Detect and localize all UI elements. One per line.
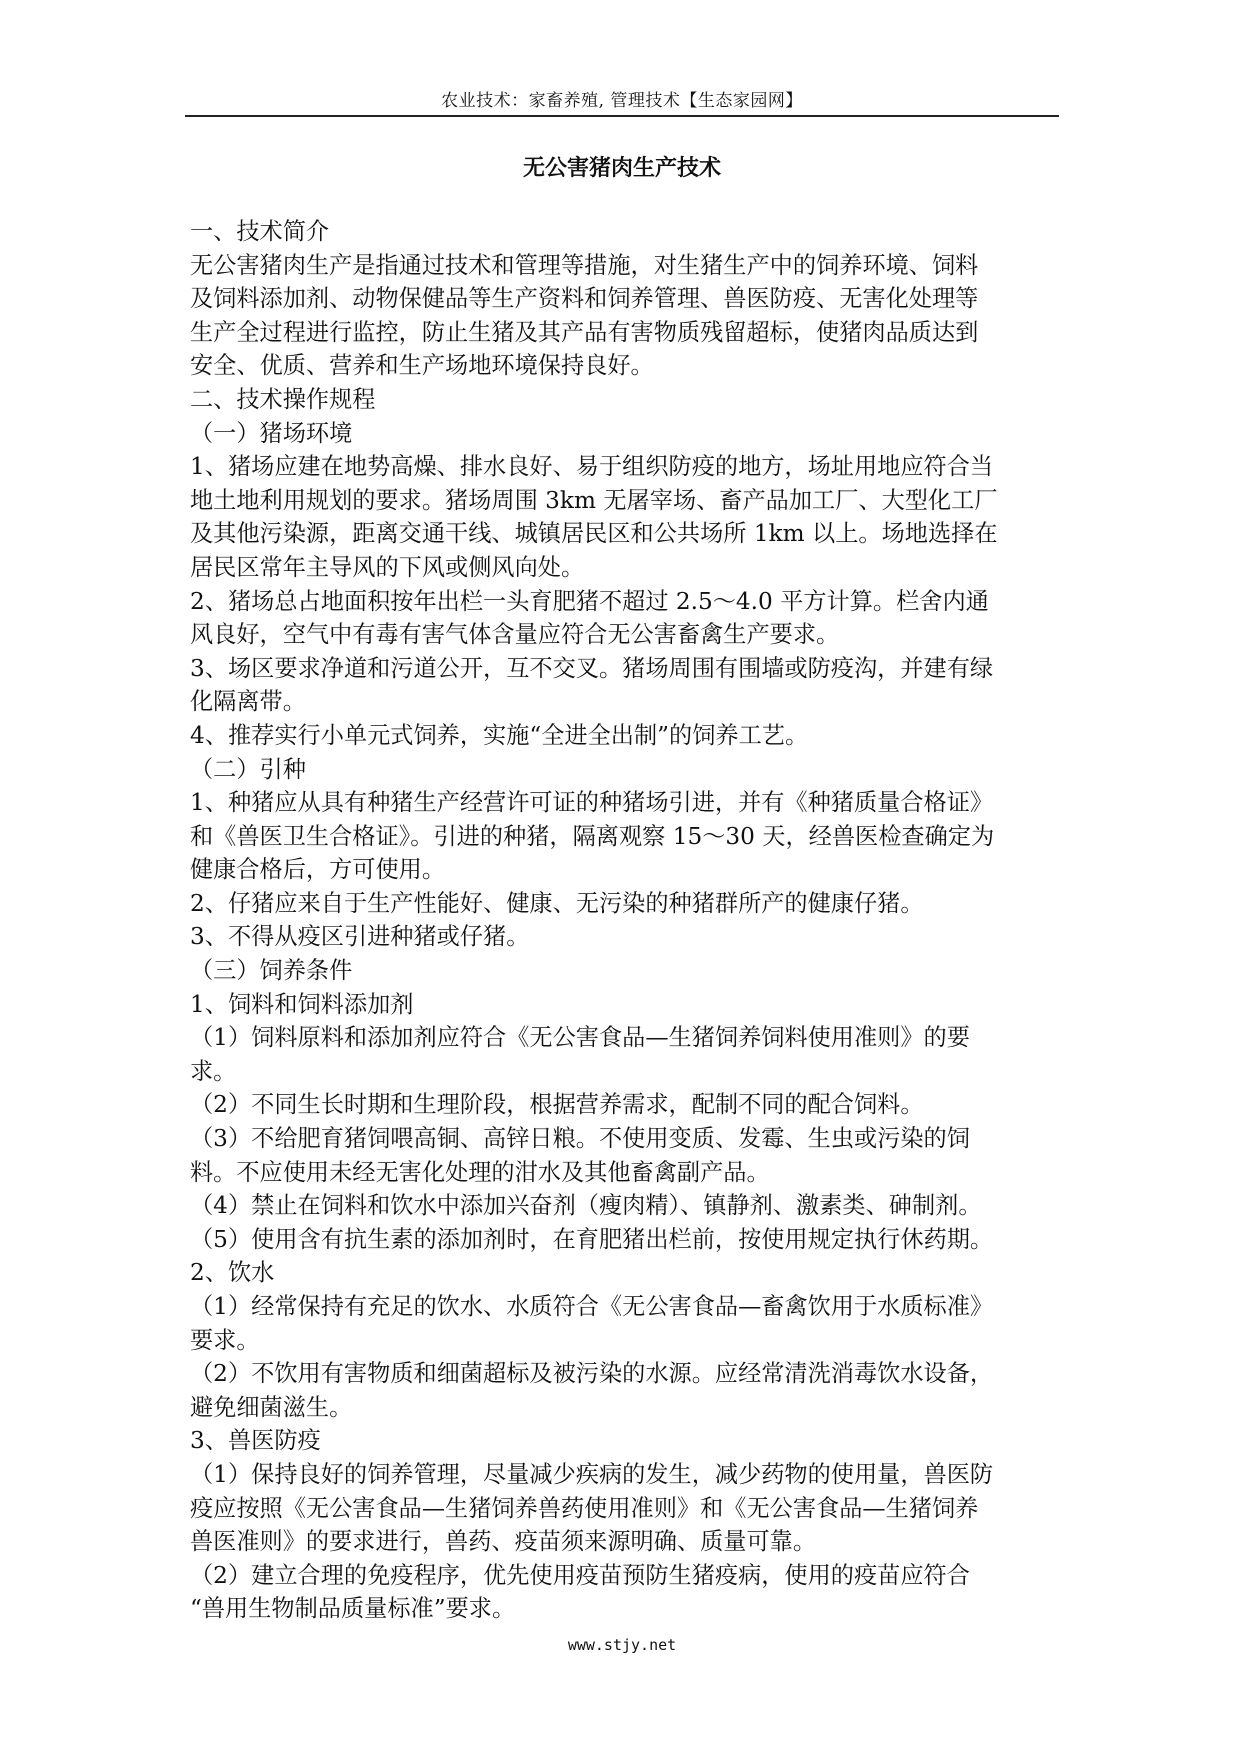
text-line: 及饲料添加剂、动物保健品等生产资料和饲养管理、兽医防疫、无害化处理等 [190, 285, 979, 313]
text-line: 地土地利用规划的要求。猪场周围 3km 无屠宰场、畜产品加工厂、大型化工厂 [190, 486, 998, 514]
text-line: （1）经常保持有充足的饮水、水质符合《无公害食品—畜禽饮用于水质标准》 [190, 1293, 994, 1320]
text-line: （3）不给肥育猪饲喂高铜、高锌日粮。不使用变质、发霉、生虫或污染的饲 [190, 1125, 970, 1153]
text-line: 疫应按照《无公害食品—生猪饲养兽药使用准则》和《无公害食品—生猪饲养 [190, 1494, 979, 1522]
text-line: 及其他污染源，距离交通干线、城镇居民区和公共场所 1km 以上。场地选择在 [190, 520, 998, 548]
text-line: （2）不同生长时期和生理阶段，根据营养需求，配制不同的配合饲料。 [190, 1091, 924, 1119]
text-line: （二）引种 [190, 755, 306, 783]
text-line: （一）猪场环境 [190, 419, 353, 447]
text-line: 1、饲料和饲料添加剂 [190, 990, 414, 1018]
text-line: 避免细菌滋生。 [190, 1393, 353, 1421]
text-line: 健康合格后，方可使用。 [190, 856, 446, 884]
text-line: 3、不得从疫区引进种猪或仔猪。 [190, 923, 530, 951]
text-line: 3、场区要求净道和污道公开，互不交叉。猪场周围有围墙或防疫沟，并建有绿 [190, 654, 994, 682]
text-line: 风良好，空气中有毒有害气体含量应符合无公害畜禽生产要求。 [190, 621, 840, 649]
text-line: “兽用生物制品质量标准”要求。 [190, 1595, 516, 1623]
text-line: 兽医准则》的要求进行，兽药、疫苗须来源明确、质量可靠。 [190, 1528, 817, 1556]
header-divider [185, 115, 1059, 117]
text-line: 2、饮水 [190, 1259, 275, 1287]
text-line: （1）保持良好的饲养管理，尽量减少疾病的发生，减少药物的使用量，兽医防 [190, 1460, 994, 1488]
text-line: 1、种猪应从具有种猪生产经营许可证的种猪场引进，并有《种猪质量合格证》 [190, 789, 994, 817]
text-line: （2）不饮用有害物质和细菌超标及被污染的水源。应经常清洗消毒饮水设备， [190, 1360, 994, 1388]
text-line: 二、技术操作规程 [190, 385, 376, 413]
text-line: 要求。 [190, 1326, 260, 1354]
text-line: 4、推荐实行小单元式饲养，实施“全进全出制”的饲养工艺。 [190, 721, 809, 749]
text-line: 一、技术简介 [190, 218, 330, 245]
text-line: 1、猪场应建在地势高燥、排水良好、易于组织防疫的地方，场址用地应符合当 [190, 453, 994, 481]
document-title: 无公害猪肉生产技术 [522, 155, 721, 181]
page-footer: www.stjy.net [567, 1636, 677, 1654]
text-line: 3、兽医防疫 [190, 1427, 321, 1455]
text-line: 安全、优质、营养和生产场地环境保持良好。 [190, 352, 654, 380]
text-line: 求。 [190, 1057, 237, 1085]
text-line: 和《兽医卫生合格证》。引进的种猪，隔离观察 15～30 天，经兽医检查确定为 [190, 822, 995, 850]
text-line: 料。不应使用未经无害化处理的泔水及其他畜禽副产品。 [190, 1158, 770, 1186]
text-line: （4）禁止在饲料和饮水中添加兴奋剂（瘦肉精）、镇静剂、激素类、砷制剂。 [190, 1192, 982, 1220]
document-body [190, 215, 1052, 1626]
text-line: 居民区常年主导风的下风或侧风向处。 [190, 553, 585, 581]
text-line: 化隔离带。 [190, 688, 306, 716]
text-line: 生产全过程进行监控，防止生猪及其产品有害物质残留超标，使猪肉品质达到 [190, 318, 979, 346]
text-line: （1）饲料原料和添加剂应符合《无公害食品—生猪饲养饲料使用准则》的要 [190, 1024, 970, 1052]
text-line: （5）使用含有抗生素的添加剂时，在育肥猪出栏前，按使用规定执行休药期。 [190, 1225, 994, 1253]
text-line: 2、猪场总占地面积按年出栏一头育肥猪不超过 2.5～4.0 平方计算。栏舍内通 [190, 587, 989, 615]
text-line: （2）建立合理的免疫程序，优先使用疫苗预防生猪疫病，使用的疫苗应符合 [190, 1561, 970, 1589]
text-line: 2、仔猪应来自于生产性能好、健康、无污染的种猪群所产的健康仔猪。 [190, 889, 924, 917]
text-line: 无公害猪肉生产是指通过技术和管理等措施，对生猪生产中的饲养环境、饲料 [190, 251, 979, 279]
page-header: 农业技术：家畜养殖, 管理技术【生态家园网】 [441, 91, 803, 111]
text-line: （三）饲养条件 [190, 957, 353, 985]
